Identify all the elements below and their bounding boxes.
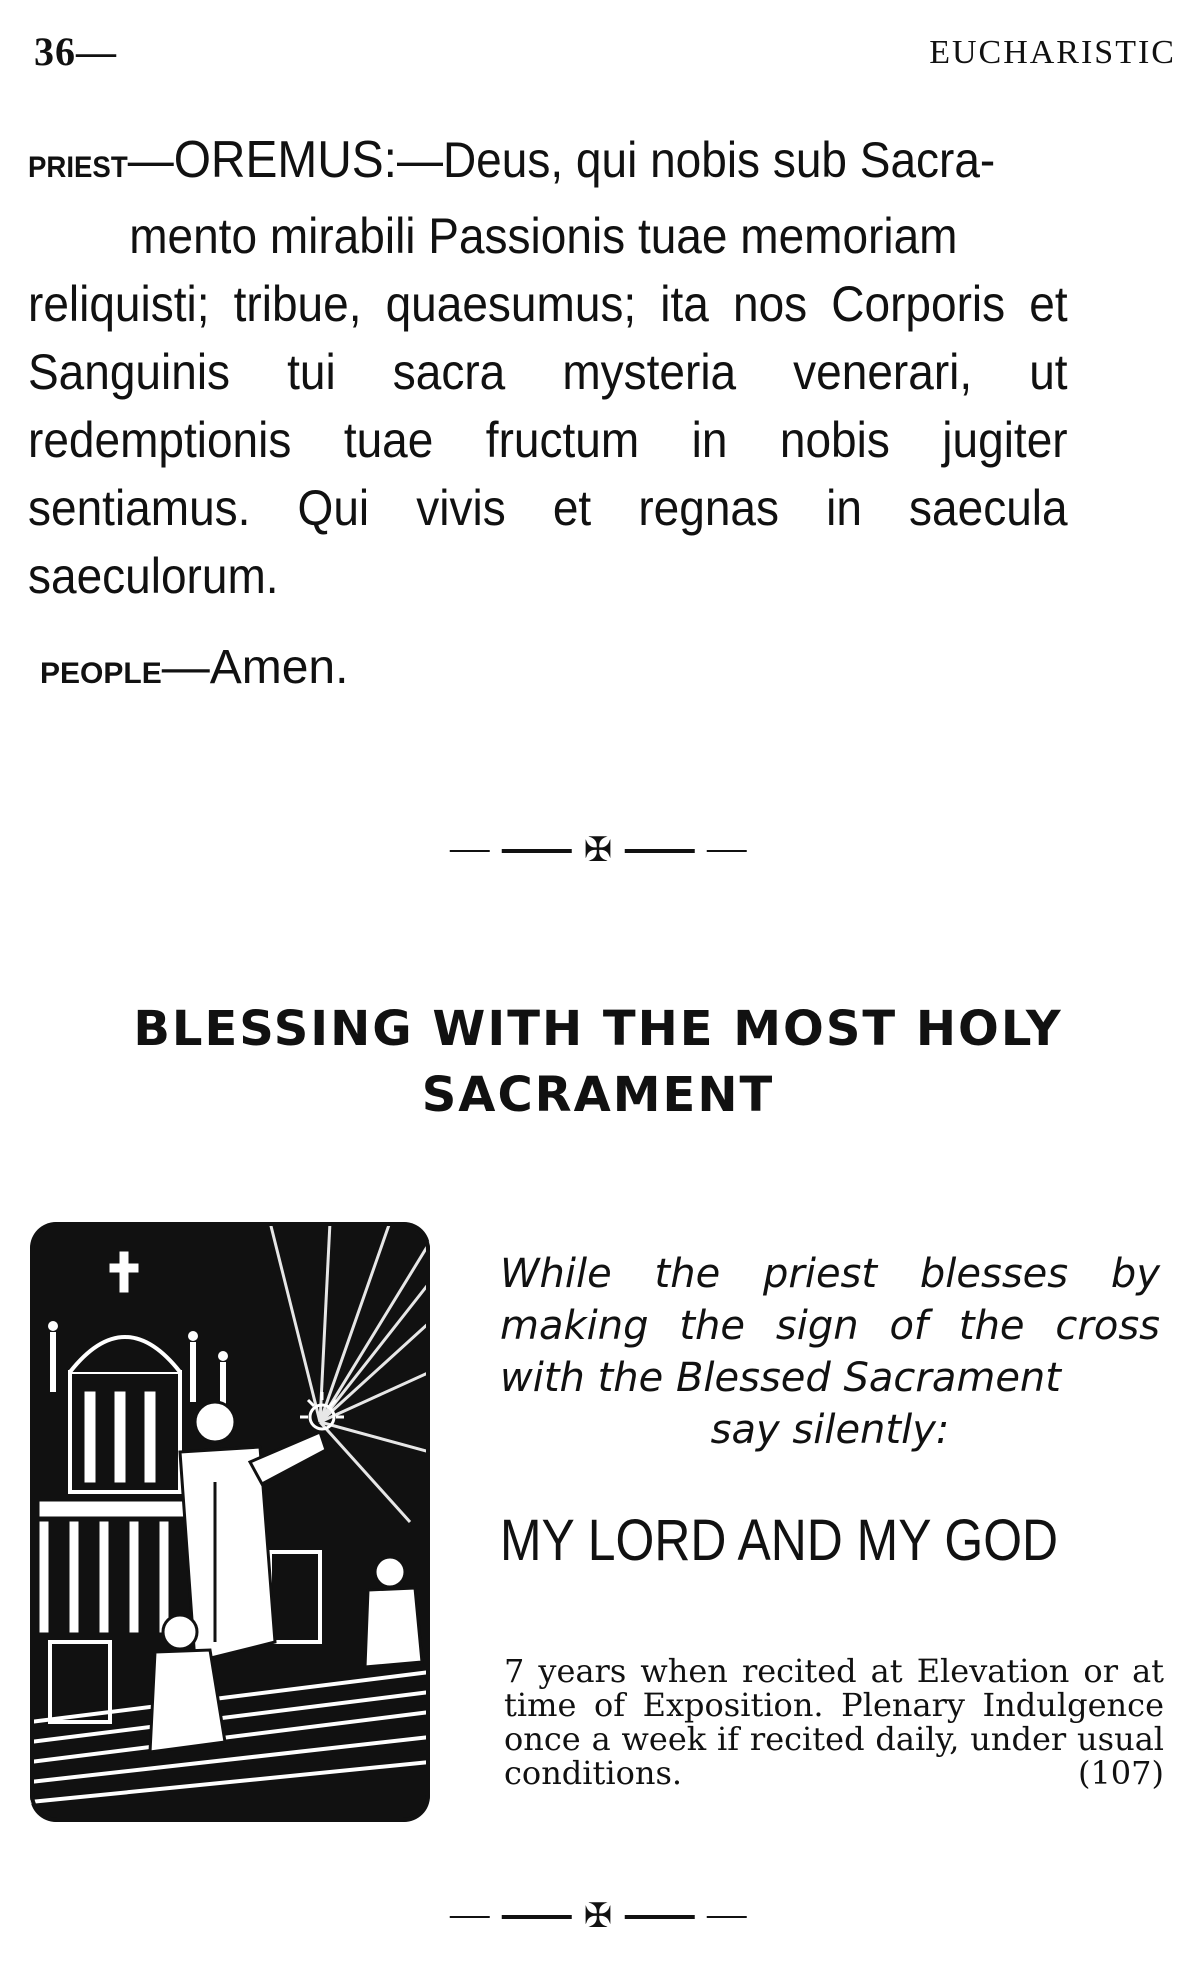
section-heading bbox=[0, 996, 1196, 1128]
indulgence-reference: (107) bbox=[1077, 1754, 1164, 1792]
ornament-divider-top bbox=[450, 834, 747, 868]
divider-rule bbox=[624, 849, 694, 853]
cross-icon: ✠ bbox=[583, 1898, 613, 1935]
divider-rule bbox=[624, 1915, 694, 1919]
instruction-last-line: say silently: bbox=[710, 1407, 950, 1453]
instruction-body: While the priest blesses by making the sign of the cross with the Blessed Sacrament bbox=[500, 1251, 1160, 1401]
prayer-dash: — bbox=[127, 132, 174, 188]
prayer-first-line bbox=[28, 126, 1068, 202]
divider-rule bbox=[706, 850, 746, 852]
prayer-second-line: mento mirabili Passionis tuae memoriam bbox=[129, 208, 958, 264]
prayer-paragraph bbox=[28, 126, 1068, 610]
people-response bbox=[40, 640, 348, 695]
ornament-divider-bottom bbox=[450, 1900, 747, 1934]
section-heading-line-2: SACRAMENT bbox=[421, 1067, 775, 1123]
page-number: 36— bbox=[34, 29, 117, 74]
response-heading: MY LORD AND MY GOD bbox=[500, 1508, 1059, 1573]
prayer-first-line-text: —Deus, qui nobis sub Sacra- bbox=[396, 132, 996, 188]
divider-rule bbox=[706, 1916, 746, 1918]
oremus-label: OREMUS: bbox=[173, 131, 397, 189]
instruction-text bbox=[500, 1248, 1160, 1456]
indulgence-note bbox=[504, 1654, 1164, 1790]
people-role-label: PEOPLE bbox=[40, 657, 162, 690]
section-heading-line-1: BLESSING WITH THE MOST HOLY bbox=[133, 1001, 1063, 1057]
divider-rule bbox=[502, 1915, 572, 1919]
divider-rule bbox=[450, 850, 490, 852]
running-title: EUCHARISTIC bbox=[929, 34, 1176, 71]
prayer-body: reliquisti; tribue, quaesumus; ita nos Corporis et Sanguinis tui sacra mysteria venerari, ut redemptionis tuae fructum in nobis jugiter sentiamus. Qui vivis et regnas in saecula saeculorum. bbox=[28, 276, 1068, 604]
cross-icon: ✠ bbox=[583, 832, 613, 869]
priest-role-label: PRIEST bbox=[28, 151, 128, 184]
indulgence-text: 7 years when recited at Elevation or at time of Exposition. Plenary Indulgence once a week if recited daily, under usual conditions. bbox=[504, 1652, 1164, 1792]
divider-rule bbox=[502, 849, 572, 853]
benediction-illustration bbox=[30, 1222, 430, 1822]
people-amen: —Amen. bbox=[161, 641, 349, 694]
divider-rule bbox=[450, 1916, 490, 1918]
